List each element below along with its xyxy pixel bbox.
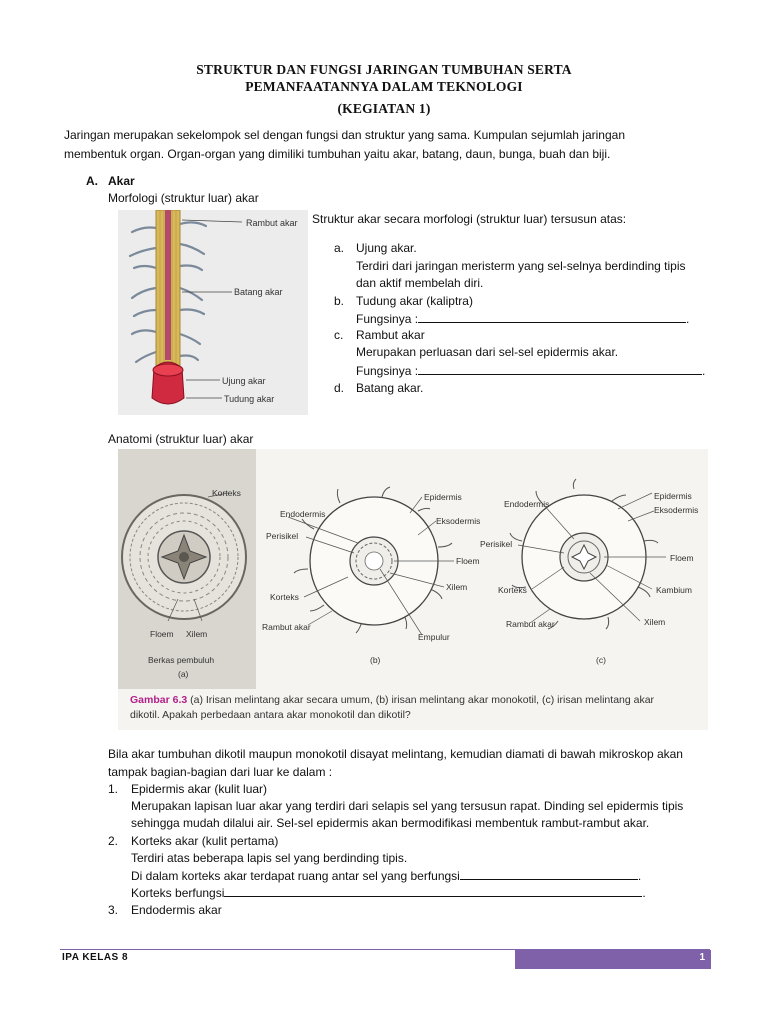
item-b-fungsi-label: Fungsinya : bbox=[356, 312, 419, 326]
footer-page-number: 1 bbox=[699, 952, 705, 963]
figure-caption-text1: (a) Irisan melintang akar secara umum, (b) irisan melintang akar monokotil, (c) irisan melintang akar bbox=[190, 694, 655, 706]
list-2-desc1: Terdiri atas beberapa lapis sel yang berdinding tipis. bbox=[131, 851, 408, 865]
c-label-eksodermis: Eksodermis bbox=[654, 505, 699, 515]
c-label-rambut: Rambut akar bbox=[506, 619, 555, 629]
list-2-desc2: Di dalam korteks akar terdapat ruang antar sel yang berfungsi . bbox=[131, 869, 642, 883]
page-title-line1: STRUKTUR DAN FUNGSI JARINGAN TUMBUHAN SERTA bbox=[196, 62, 572, 77]
section-a-drawing bbox=[122, 495, 246, 619]
item-a-desc2: dan aktif membelah diri. bbox=[356, 276, 484, 290]
a-label-xilem: Xilem bbox=[186, 629, 208, 639]
list-2-desc3: Korteks berfungsi . bbox=[131, 886, 646, 900]
list-1-title: Epidermis akar (kulit luar) bbox=[131, 782, 268, 796]
c-label-endodermis: Endodermis bbox=[504, 499, 550, 509]
section-letter: A. bbox=[86, 174, 98, 188]
label-rambut-akar: Rambut akar bbox=[246, 218, 298, 228]
list-2-title: Korteks akar (kulit pertama) bbox=[131, 834, 279, 848]
a-label-tag: (a) bbox=[178, 669, 189, 679]
blank-fungsi-rambut[interactable] bbox=[418, 363, 702, 375]
b-label-epidermis: Epidermis bbox=[424, 492, 462, 502]
item-b-letter: b. bbox=[334, 294, 345, 308]
b-label-empulur: Empulur bbox=[418, 632, 450, 642]
body2-intro2: tampak bagian-bagian dari luar ke dalam : bbox=[108, 765, 333, 779]
blank-ruang-antar-sel[interactable] bbox=[460, 868, 638, 880]
b-label-endodermis: Endodermis bbox=[280, 509, 326, 519]
list-3-num: 3. bbox=[108, 903, 119, 917]
struktur-intro: Struktur akar secara morfologi (struktur luar) tersusun atas: bbox=[312, 212, 627, 226]
a-label-korteks: Korteks bbox=[212, 488, 241, 498]
figure-caption-line2: dikotil. Apakah perbedaan antara akar monokotil dan dikotil? bbox=[130, 709, 411, 721]
item-c-fungsi: Fungsinya : . bbox=[356, 364, 706, 378]
item-a-title: Ujung akar. bbox=[356, 241, 417, 255]
item-d-title: Batang akar. bbox=[356, 381, 424, 395]
item-c-title: Rambut akar bbox=[356, 328, 425, 342]
root-anatomy-figure bbox=[118, 449, 708, 730]
c-label-floem: Floem bbox=[670, 553, 694, 563]
item-d-letter: d. bbox=[334, 381, 345, 395]
footer-subject: IPA KELAS 8 bbox=[62, 952, 129, 963]
item-c-fungsi-label: Fungsinya : bbox=[356, 364, 419, 378]
list-1-desc2: sehingga mudah dilalui air. Sel-sel epidermis akan bermodifikasi membentuk rambut-rambut akar. bbox=[131, 816, 650, 830]
b-label-korteks: Korteks bbox=[270, 592, 299, 602]
list-1-desc1: Merupakan lapisan luar akar yang terdiri dari selapis sel yang tersusun rapat. Dinding sel epidermis tipis bbox=[131, 799, 684, 813]
page-title-line3: (KEGIATAN 1) bbox=[337, 101, 431, 116]
item-c-letter: c. bbox=[334, 328, 344, 342]
item-a-desc1: Terdiri dari jaringan meristerm yang sel-selnya berdinding tipis bbox=[356, 259, 686, 273]
b-label-rambut: Rambut akar bbox=[262, 622, 311, 632]
section-title: Akar bbox=[108, 174, 135, 188]
anatomi-label: Anatomi (struktur luar) akar bbox=[108, 432, 254, 446]
morfologi-label: Morfologi (struktur luar) akar bbox=[108, 191, 259, 205]
c-label-kambium: Kambium bbox=[656, 585, 692, 595]
intro-line2: membentuk organ. Organ-organ yang dimiliki tumbuhan yaitu akar, batang, daun, bunga, buah dan biji. bbox=[64, 147, 611, 161]
list-2-desc2-text: Di dalam korteks akar terdapat ruang antar sel yang berfungsi bbox=[131, 869, 460, 883]
list-2-num: 2. bbox=[108, 834, 119, 848]
a-label-berkas: Berkas pembuluh bbox=[148, 655, 215, 665]
label-tudung-akar: Tudung akar bbox=[224, 394, 275, 404]
intro-line1: Jaringan merupakan sekelompok sel dengan fungsi dan struktur yang sama. Kumpulan sejumlah jaringan bbox=[64, 128, 625, 142]
label-ujung-akar: Ujung akar bbox=[222, 376, 266, 386]
c-label-perisikel: Perisikel bbox=[480, 539, 513, 549]
item-a-letter: a. bbox=[334, 241, 345, 255]
item-c-desc1: Merupakan perluasan dari sel-sel epidermis akar. bbox=[356, 345, 619, 359]
a-label-floem: Floem bbox=[150, 629, 174, 639]
b-label-floem: Floem bbox=[456, 556, 480, 566]
label-batang-akar: Batang akar bbox=[234, 287, 283, 297]
item-b-title: Tudung akar (kaliptra) bbox=[356, 294, 473, 308]
b-label-eksodermis: Eksodermis bbox=[436, 516, 481, 526]
b-label-tag: (b) bbox=[370, 655, 381, 665]
item-b-fungsi: Fungsinya : . bbox=[356, 312, 690, 326]
root-morphology-figure bbox=[118, 210, 308, 415]
b-label-xilem: Xilem bbox=[446, 582, 468, 592]
c-label-korteks: Korteks bbox=[498, 585, 527, 595]
b-label-perisikel: Perisikel bbox=[266, 531, 299, 541]
section-a-heading bbox=[86, 174, 135, 188]
figure-caption-line1 bbox=[130, 694, 655, 706]
figure-caption-bold: Gambar 6.3 bbox=[130, 694, 188, 706]
body2-intro1: Bila akar tumbuhan dikotil maupun monokotil disayat melintang, kemudian diamati di bawah mikroskop akan bbox=[108, 747, 683, 761]
page-title-line2: PEMANFAATANNYA DALAM TEKNOLOGI bbox=[245, 79, 523, 94]
blank-korteks-fungsi[interactable] bbox=[224, 885, 642, 897]
list-2-desc3-text: Korteks berfungsi bbox=[131, 886, 225, 900]
c-label-xilem: Xilem bbox=[644, 617, 666, 627]
blank-fungsi-tudung[interactable] bbox=[418, 311, 686, 323]
list-3-title: Endodermis akar bbox=[131, 903, 222, 917]
list-1-num: 1. bbox=[108, 782, 119, 796]
c-label-epidermis: Epidermis bbox=[654, 491, 692, 501]
c-label-tag: (c) bbox=[596, 655, 606, 665]
